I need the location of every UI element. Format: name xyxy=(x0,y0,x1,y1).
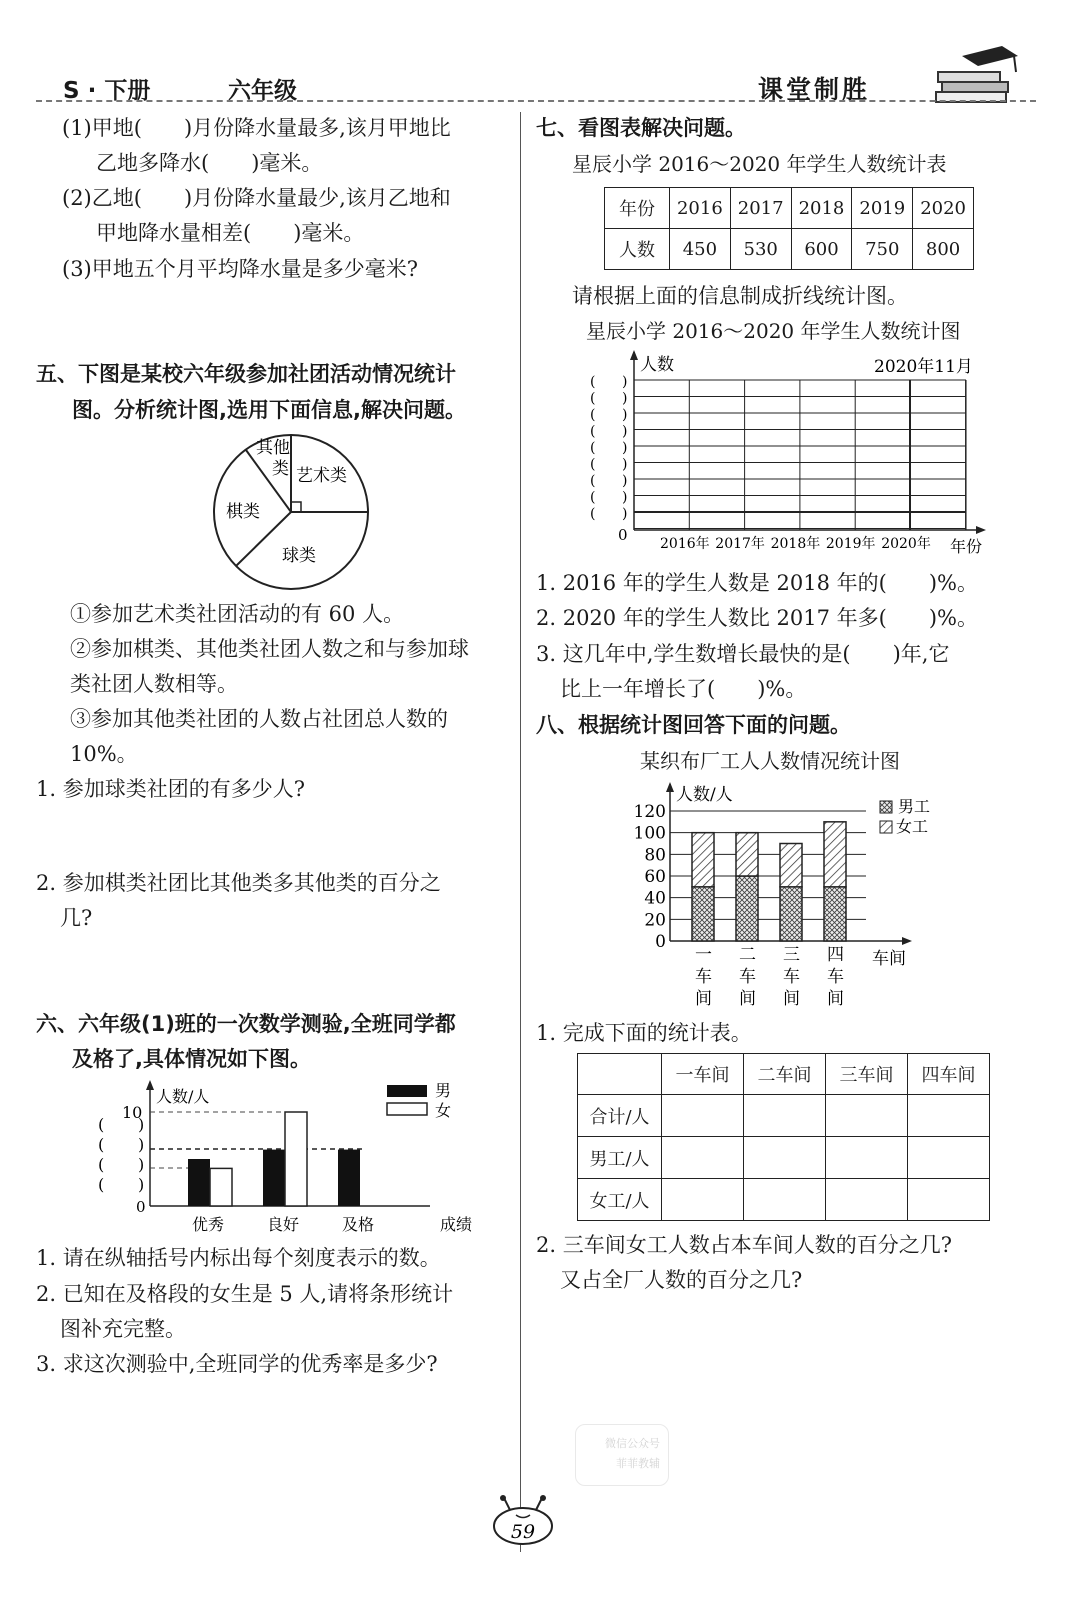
header-brand: 课堂制胜 xyxy=(758,75,871,104)
q5-title-2: 图。分析统计图,选用下面信息,解决问题。 xyxy=(72,398,466,422)
q7-question-3b: 比上一年增长了( )%。 xyxy=(560,677,807,701)
line-ytick-blank-close: ) xyxy=(622,407,628,423)
q7-question-2: 2. 2020 年的学生人数比 2017 年多( )%。 xyxy=(536,606,978,630)
q6-xtick: 优秀 xyxy=(192,1215,225,1234)
factory-legend-female: 女工 xyxy=(896,817,929,836)
factory-xtick: 三 xyxy=(783,945,800,965)
factory-xtick: 间 xyxy=(827,989,844,1009)
column-divider xyxy=(520,112,521,1552)
line-ytick-blank-open[interactable]: ( xyxy=(590,489,596,506)
students-table-year: 2018 xyxy=(791,188,852,229)
factory-xtick: 一 xyxy=(695,945,712,965)
q6-ytick-blank-open[interactable]: ( xyxy=(98,1135,105,1154)
bar-male-2 xyxy=(338,1150,360,1206)
bar-female-workers xyxy=(780,844,802,887)
line-ytick-blank-close: ) xyxy=(622,390,628,407)
header-grade: 六年级 xyxy=(228,78,297,104)
q8-question-2: 2. 三车间女工人数占本车间人数的百分之几? xyxy=(536,1233,952,1257)
club-pie-chart xyxy=(200,425,380,600)
q6-question-2b: 图补充完整。 xyxy=(60,1317,186,1341)
stats-table-cell[interactable] xyxy=(662,1179,744,1221)
bar-male-workers xyxy=(736,876,758,941)
factory-ytick: 80 xyxy=(644,845,666,866)
books-logo-icon xyxy=(932,42,1022,104)
stats-table-row-head: 男工/人 xyxy=(578,1137,662,1179)
q6-ylabel: 人数/人 xyxy=(156,1087,210,1106)
stats-table-cell[interactable] xyxy=(744,1179,826,1221)
students-table-title: 星辰小学 2016～2020 年学生人数统计表 xyxy=(572,152,947,176)
stats-table-row-head: 合计/人 xyxy=(578,1095,662,1137)
q6-ytick-blank-close: ) xyxy=(138,1175,145,1194)
q6-question-1: 1. 请在纵轴括号内标出每个刻度表示的数。 xyxy=(36,1246,441,1270)
q4-item-2b: 甲地降水量相差( )毫米。 xyxy=(96,221,365,245)
q7-question-3: 3. 这几年中,学生数增长最快的是( )年,它 xyxy=(536,642,950,666)
q6-xtick: 良好 xyxy=(267,1215,300,1234)
legend-male-swatch xyxy=(387,1085,427,1097)
q4-item-1b: 乙地多降水( )毫米。 xyxy=(96,151,323,175)
line-xtick: 2018年 xyxy=(770,536,821,552)
x-axis-arrow xyxy=(902,937,912,945)
stats-table-cell[interactable] xyxy=(826,1137,908,1179)
pie-label-chess: 棋类 xyxy=(226,502,260,522)
stats-table-cell[interactable] xyxy=(908,1179,990,1221)
q6-question-3: 3. 求这次测验中,全班同学的优秀率是多少? xyxy=(36,1352,438,1376)
line-ytick-blank-open[interactable]: ( xyxy=(590,506,596,522)
line-date: 2020年11月 xyxy=(874,357,973,377)
factory-xtick: 间 xyxy=(695,989,712,1009)
score-bar-chart xyxy=(90,1078,510,1248)
line-ytick-blank-close: ) xyxy=(622,423,628,440)
students-table-year: 2016 xyxy=(670,188,731,229)
line-ytick-blank-open[interactable]: ( xyxy=(590,456,596,473)
q6-ytick-10: 10 xyxy=(122,1103,143,1122)
line-chart-title: 星辰小学 2016～2020 年学生人数统计图 xyxy=(586,319,961,343)
factory-xtick: 二 xyxy=(739,945,756,965)
q5-info-2b: 类社团人数相等。 xyxy=(70,672,238,696)
students-table-year: 2017 xyxy=(730,188,791,229)
q6-question-2: 2. 已知在及格段的女生是 5 人,请将条形统计 xyxy=(36,1282,454,1306)
line-ytick-blank-open[interactable]: ( xyxy=(590,390,596,407)
q5-title-1: 五、下图是某校六年级参加社团活动情况统计 xyxy=(36,362,456,386)
students-table xyxy=(604,187,974,270)
workshop-stats-table xyxy=(577,1053,990,1221)
factory-xtick: 间 xyxy=(739,989,756,1009)
pie-label-other-2: 类 xyxy=(272,459,289,479)
students-table-year: 2019 xyxy=(852,188,913,229)
x-axis-arrow xyxy=(976,526,986,534)
q8-title: 八、根据统计图回答下面的问题。 xyxy=(536,713,851,737)
q5-info-3b: 10%。 xyxy=(70,742,138,766)
students-table-year: 2020 xyxy=(913,188,974,229)
bar-female-1 xyxy=(285,1112,307,1206)
line-ytick-blank-open[interactable]: ( xyxy=(590,423,596,440)
page-number: 59 xyxy=(510,1521,536,1543)
line-ytick-blank-open[interactable]: ( xyxy=(590,374,596,390)
factory-ytick: 40 xyxy=(644,888,666,909)
q4-item-1: (1)甲地( )月份降水量最多,该月甲地比 xyxy=(62,116,451,140)
stats-table-col-head: 一车间 xyxy=(662,1054,744,1095)
stats-table-cell[interactable] xyxy=(662,1137,744,1179)
stats-table-col-head: 三车间 xyxy=(826,1054,908,1095)
factory-xtick: 四 xyxy=(827,945,844,965)
q6-xlabel: 成绩 xyxy=(440,1215,473,1234)
line-ytick-blank-close: ) xyxy=(622,506,628,522)
bar-female-workers xyxy=(692,833,714,887)
factory-chart-title: 某织布厂工人人数情况统计图 xyxy=(640,749,900,773)
q5-info-1: ①参加艺术类社团活动的有 60 人。 xyxy=(70,602,405,626)
q5-question-2: 2. 参加棋类社团比其他类多其他类的百分之 xyxy=(36,871,441,895)
factory-xtick: 车 xyxy=(695,967,712,987)
q5-question-2b: 几? xyxy=(60,906,93,930)
line-xtick: 2016年 xyxy=(660,536,710,552)
stats-table-cell[interactable] xyxy=(744,1095,826,1137)
watermark-line-2: 菲菲教辅 xyxy=(616,1457,660,1470)
q4-item-3: (3)甲地五个月平均降水量是多少毫米? xyxy=(62,257,419,281)
y-axis-arrow xyxy=(666,782,674,792)
stats-table-col-head: 四车间 xyxy=(908,1054,990,1095)
line-ylabel: 人数 xyxy=(640,355,674,375)
line-ytick-blank-open[interactable]: ( xyxy=(590,407,596,423)
page-number-badge xyxy=(488,1494,558,1546)
line-ytick-blank-open[interactable]: ( xyxy=(590,473,596,489)
stats-table-corner xyxy=(578,1054,662,1095)
q6-zero: 0 xyxy=(136,1198,146,1216)
students-table-count: 530 xyxy=(730,229,791,270)
students-table-count: 750 xyxy=(852,229,913,270)
factory-xtick: 间 xyxy=(783,989,800,1009)
watermark-line-1: 微信公众号 xyxy=(605,1437,660,1450)
q6-ytick-blank-open[interactable]: ( xyxy=(98,1155,105,1174)
q7-title: 七、看图表解决问题。 xyxy=(536,116,746,140)
line-ytick-blank-close: ) xyxy=(622,374,628,390)
q4-item-2: (2)乙地( )月份降水量最少,该月乙地和 xyxy=(62,186,451,210)
factory-legend-male: 男工 xyxy=(898,797,931,816)
q7-instruction: 请根据上面的信息制成折线统计图。 xyxy=(572,284,908,308)
legend-male-label: 男 xyxy=(435,1081,452,1100)
q5-info-3: ③参加其他类社团的人数占社团总人数的 xyxy=(70,707,448,731)
line-xtick: 2020年 xyxy=(881,536,931,552)
line-ytick-blank-close: ) xyxy=(622,456,628,473)
q8-question-2b: 又占全厂人数的百分之几? xyxy=(560,1268,803,1292)
pie-label-other-1: 其他 xyxy=(256,438,290,458)
factory-bar-chart xyxy=(622,780,952,1015)
factory-ytick: 100 xyxy=(633,823,666,844)
y-axis-arrow xyxy=(146,1080,154,1090)
line-zero: 0 xyxy=(618,526,628,544)
stats-table-cell[interactable] xyxy=(908,1137,990,1179)
factory-xtick: 车 xyxy=(783,967,800,987)
line-ytick-blank-close: ) xyxy=(622,473,628,489)
bar-male-workers xyxy=(780,887,802,941)
stats-table-cell[interactable] xyxy=(826,1179,908,1221)
header-divider xyxy=(36,100,1036,102)
line-ytick-blank-close: ) xyxy=(622,489,628,506)
factory-ylabel: 人数/人 xyxy=(676,785,733,805)
legend-female-label: 女 xyxy=(435,1101,452,1120)
q8-question-1: 1. 完成下面的统计表。 xyxy=(536,1021,752,1045)
line-xtick: 2017年 xyxy=(715,536,765,552)
stats-table-cell[interactable] xyxy=(744,1137,826,1179)
students-table-count: 450 xyxy=(670,229,731,270)
q6-ytick-blank-open[interactable]: ( xyxy=(98,1115,105,1134)
legend-female-swatch xyxy=(880,821,892,833)
students-table-head-count: 人数 xyxy=(605,229,670,270)
bar-male-workers xyxy=(692,887,714,941)
q7-question-1: 1. 2016 年的学生人数是 2018 年的( )%。 xyxy=(536,571,978,595)
q6-xtick: 及格 xyxy=(342,1215,375,1234)
q6-ytick-blank-close: ) xyxy=(138,1155,145,1174)
line-xtick: 2019年 xyxy=(825,536,876,552)
stats-table-cell[interactable] xyxy=(908,1095,990,1137)
factory-xtick: 车 xyxy=(827,967,844,987)
q5-question-1: 1. 参加球类社团的有多少人? xyxy=(36,777,305,801)
bar-female-0 xyxy=(210,1168,232,1206)
students-table-count: 800 xyxy=(913,229,974,270)
stats-table-cell[interactable] xyxy=(826,1095,908,1137)
q5-info-2: ②参加棋类、其他类社团人数之和与参加球 xyxy=(70,637,469,661)
line-xlabel: 年份 xyxy=(950,537,983,556)
line-ytick-blank-open[interactable]: ( xyxy=(590,440,596,456)
pie-label-ball: 球类 xyxy=(282,546,316,566)
bar-male-workers xyxy=(824,887,846,941)
bar-female-workers xyxy=(824,822,846,887)
factory-ytick: 60 xyxy=(644,867,666,887)
blank-line-chart xyxy=(580,348,1000,560)
students-table-count: 600 xyxy=(791,229,852,270)
line-ytick-blank-close: ) xyxy=(622,440,628,456)
legend-male-swatch xyxy=(880,801,892,813)
q6-title-1: 六、六年级(1)班的一次数学测验,全班同学都 xyxy=(36,1012,456,1036)
header-series: S · 下册 xyxy=(63,78,151,104)
right-angle-mark xyxy=(291,502,301,512)
factory-xlabel: 车间 xyxy=(872,949,906,969)
bar-male-0 xyxy=(188,1159,210,1206)
pie-label-art: 艺术类 xyxy=(296,466,347,486)
factory-ytick: 0 xyxy=(655,932,666,952)
factory-ytick: 20 xyxy=(644,910,666,931)
stats-table-col-head: 二车间 xyxy=(744,1054,826,1095)
watermark xyxy=(575,1424,669,1486)
q6-title-2: 及格了,具体情况如下图。 xyxy=(72,1047,311,1071)
y-axis-arrow xyxy=(630,350,638,360)
stats-table-row-head: 女工/人 xyxy=(578,1179,662,1221)
bar-female-workers xyxy=(736,833,758,876)
students-table-head-year: 年份 xyxy=(605,188,670,229)
factory-xtick: 车 xyxy=(739,967,756,987)
q6-ytick-blank-open[interactable]: ( xyxy=(98,1175,105,1194)
legend-female-swatch xyxy=(387,1103,427,1115)
bar-male-1 xyxy=(263,1150,285,1206)
q6-ytick-blank-close: ) xyxy=(138,1135,145,1154)
stats-table-cell[interactable] xyxy=(662,1095,744,1137)
factory-ytick: 120 xyxy=(633,802,666,822)
q6-ytick-blank-close: ) xyxy=(138,1115,145,1134)
